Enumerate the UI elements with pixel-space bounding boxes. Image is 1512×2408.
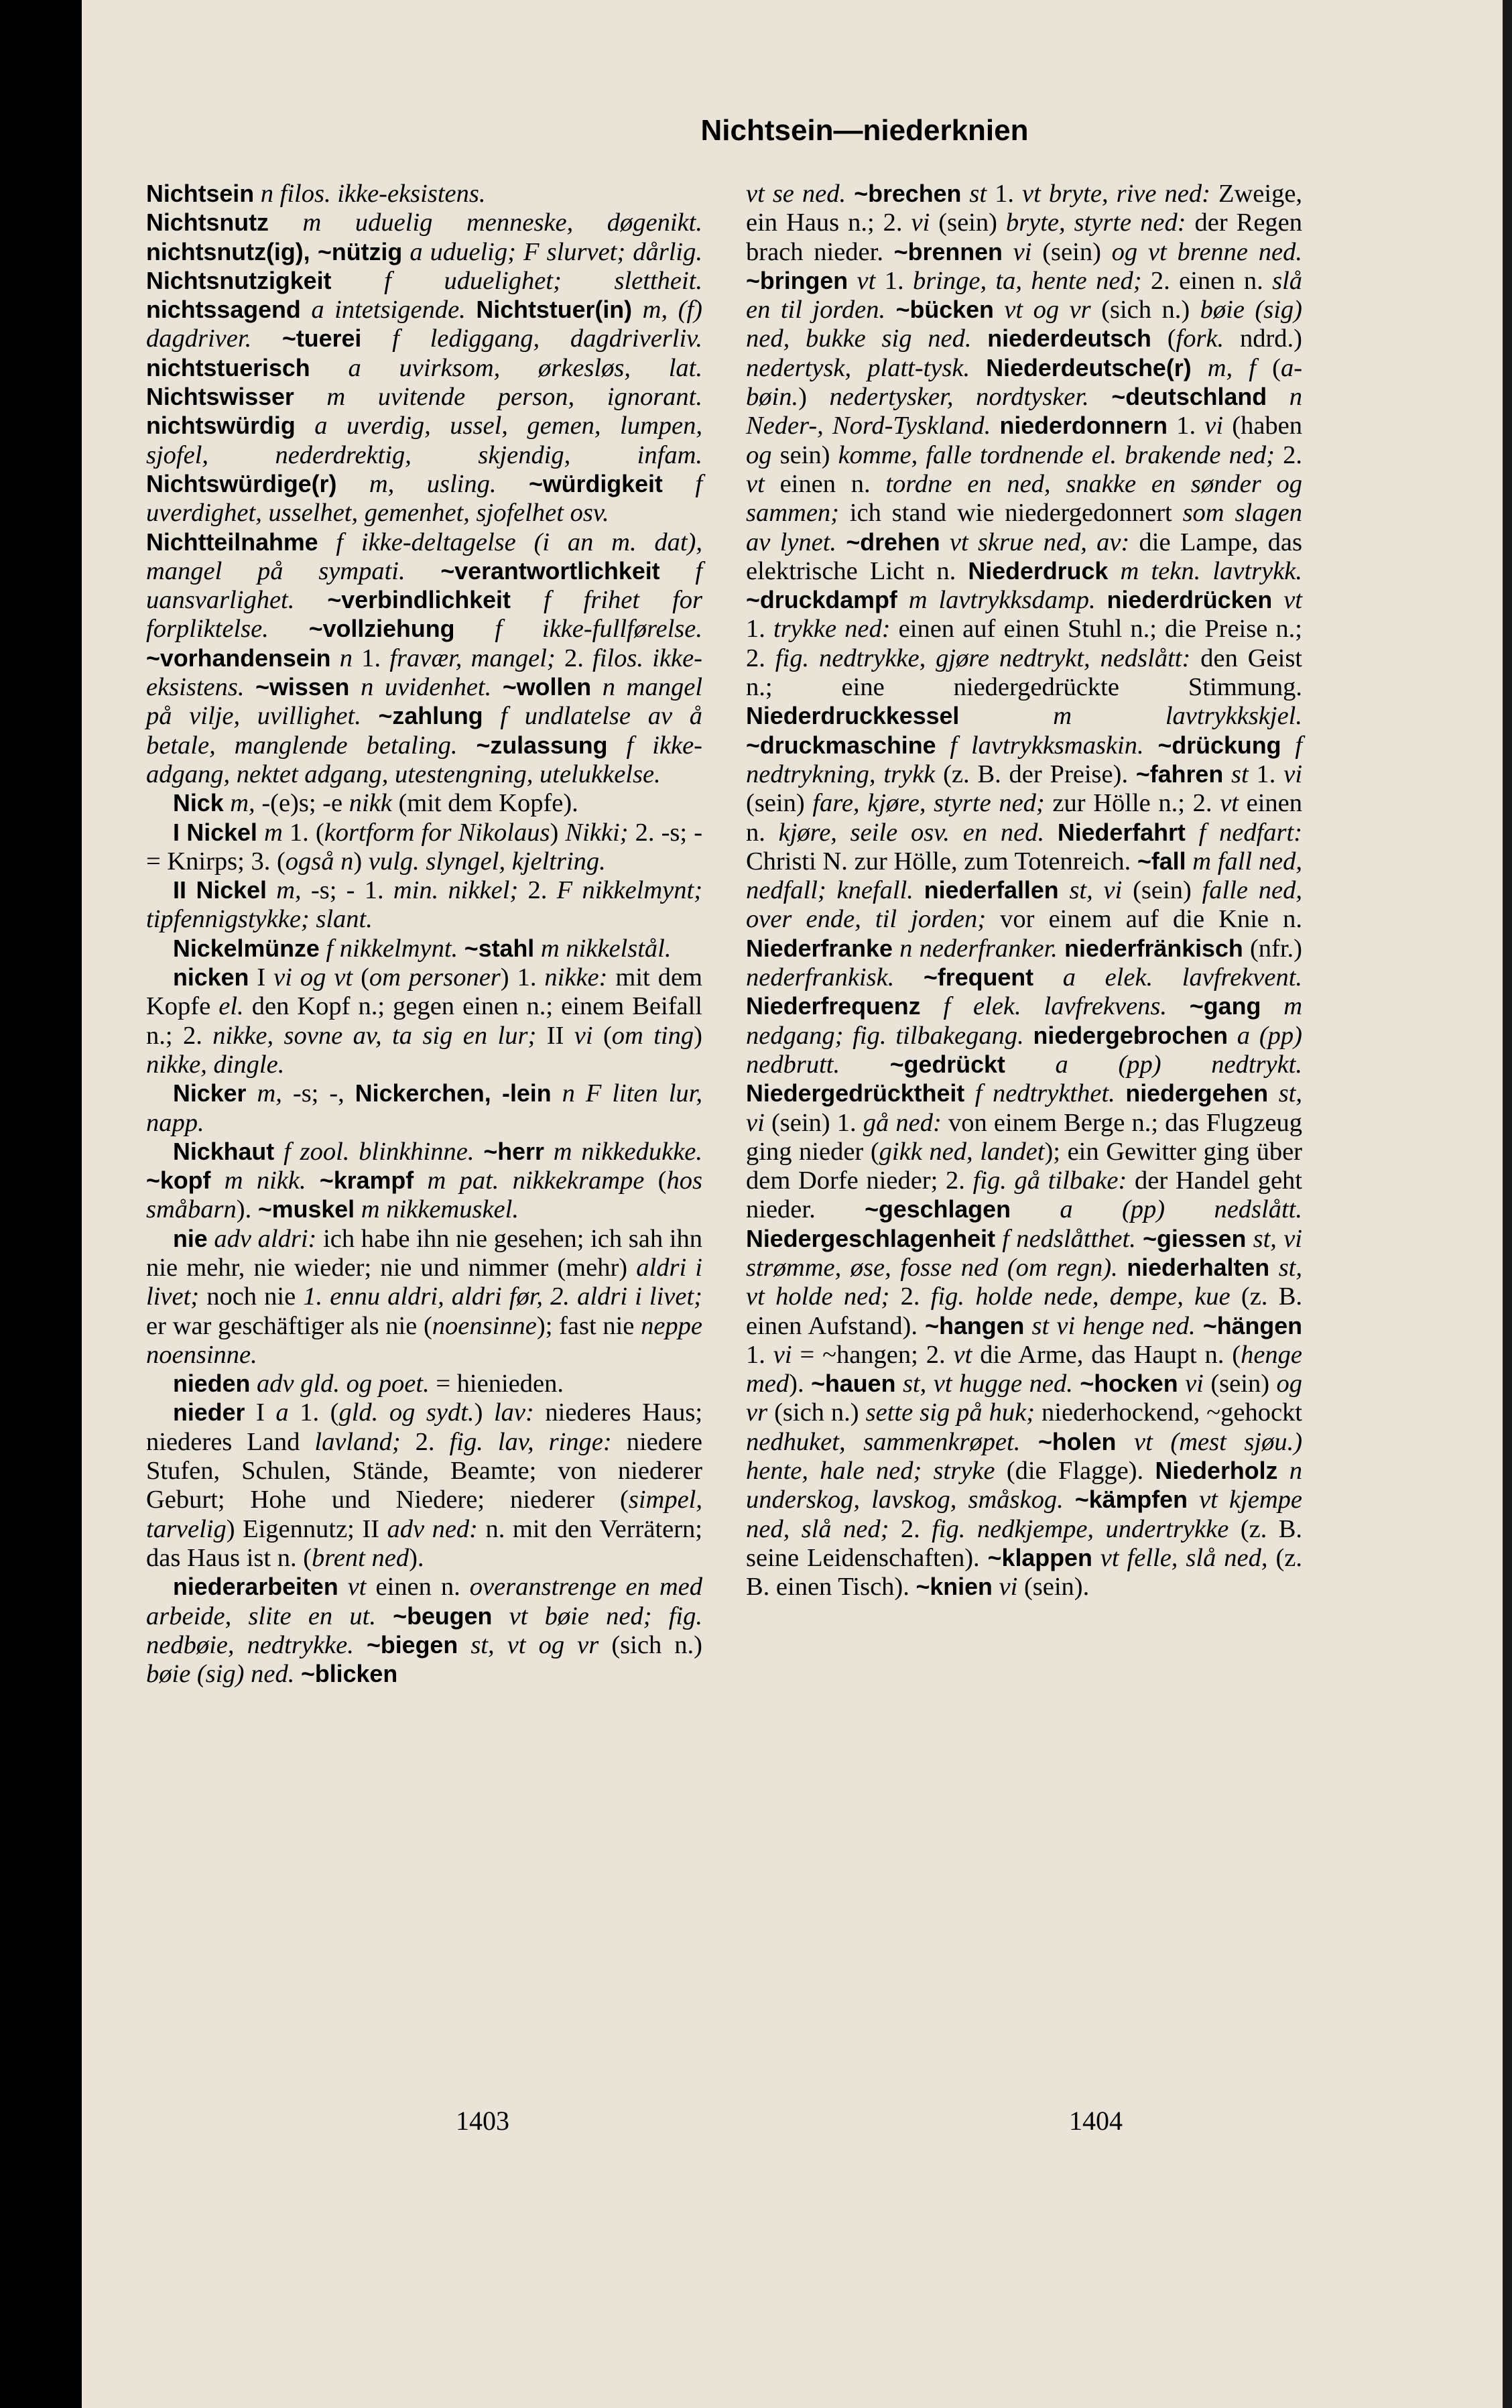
dictionary-entry: Nickhaut f zool. blinkhinne. ~herr m nikkedukke. ~kopf m nikk. ~krampf m pat. nikkekrampe (hos småbarn). ~muskel m nikkemuskel. (146, 1137, 703, 1224)
dictionary-entry: II Nickel m, -s; - 1. min. nikkel; 2. F nikkelmynt; tipfennigstykke; slant. (146, 876, 703, 934)
dictionary-entry: I Nickel m 1. (kortform for Nikolaus) Nikki; 2. -s; - = Knirps; 3. (også n) vulg. slyngel, kjeltring. (146, 818, 703, 876)
right-column (746, 180, 1302, 1602)
dictionary-entry: nieder I a 1. (gld. og sydt.) lav: niederes Haus; niederes Land lavland; 2. fig. lav, ringe: niedere Stufen, Schulen, Stände, Beamte; von niederer Geburt; Hohe und Niedere; niederer (simpel, tarvelig) Eigennutz; II adv ned: n. mit den Verrätern; das Haus ist n. (brent ned). (146, 1398, 703, 1572)
dictionary-entry: Nichtsein n filos. ikke-eksistens. (146, 180, 486, 208)
dictionary-entry: Nichtteilnahme f ikke-deltagelse (i an m. dat), mangel på sympati. ~verantwortlichkeit f uansvarlighet. ~verbindlichkeit f frihet for forpliktelse. ~vollziehung f ikke-fullførelse. ~vorhandensein n 1. fravær, mangel; 2. filos. ikke-eksistens. ~wissen n uvidenhet. ~wollen n mangel på vilje, uvillighet. ~zahlung f undlatelse av å betale, manglende betaling. ~zulassung f ikke-adgang, nektet adgang, utestengning, utelukkelse. (146, 528, 703, 788)
left-column (146, 180, 702, 1689)
scan-border-left (0, 0, 82, 2408)
dictionary-entry: Nickelmünze f nikkelmynt. ~stahl m nikkelstål. (173, 934, 672, 963)
dictionary-entry: Nick m, -(e)s; -e nikk (mit dem Kopfe). (173, 789, 578, 818)
dictionary-entry: Nichtsnutz m uduelig menneske, døgenikt. nichtsnutz(ig), ~nützig a uduelig; F slurvet; dårlig. Nichtsnutzigkeit f uduelighet; slettheit. nichtssagend a intetsigende. Nichtstuer(in) m, (f) dagdriver. ~tuerei f lediggang, dagdriverliv. nichtstuerisch a uvirksom, ørkesløs, lat. Nichtswisser m uvitende person, ignorant. nichtswürdig a uverdig, ussel, gemen, lumpen, sjofel, nederdrektig, skjendig, infam. Nichtswürdige(r) m, usling. ~würdigkeit f uverdighet, usselhet, gemenhet, sjofelhet osv. (146, 208, 703, 528)
dictionary-entry: niederarbeiten vt einen n. overanstrenge en med arbeide, slite en ut. ~beugen vt bøie ned; fig. nedbøie, nedtrykke. ~biegen st, vt og vr (sich n.) bøie (sig) ned. ~blicken (146, 1573, 703, 1689)
page-number-left: 1403 (456, 2106, 509, 2136)
dictionary-entry: nicken I vi og vt (om personer) 1. nikke: mit dem Kopfe el. den Kopf n.; gegen einen n.; einem Beifall n.; 2. nikke, sovne av, ta sig en lur; II vi (om ting) nikke, dingle. (146, 963, 702, 1079)
dictionary-entry: nie adv aldri: ich habe ihn nie gesehen; ich sah ihn nie mehr, nie wieder; nie und nimmer (mehr) aldri i livet; noch nie 1. ennu aldri, aldri før, 2. aldri i livet; er war geschäftiger als nie (noensinne); fast nie neppe noensinne. (146, 1224, 702, 1369)
page-number-right: 1404 (1069, 2106, 1123, 2136)
dictionary-entry: vt se ned. ~brechen st 1. vt bryte, rive ned: Zweige, ein Haus n.; 2. vi (sein) bryte, styrte ned: der Regen brach nieder. ~brennen vi (sein) og vt brenne ned. ~bringen vt 1. bringe, ta, hente ned; 2. einen n. slå en til jorden. ~bücken vt og vr (sich n.) bøie (sig) ned, bukke sig ned. niederdeutsch (fork. ndrd.) nedertysk, platt-tysk. Niederdeutsche(r) m, f (a-bøin.) nedertysker, nordtysker. ~deutschland n Neder-, Nord-Tyskland. niederdonnern 1. vi (haben og sein) komme, falle tordnende el. brakende ned; 2. vt einen n. tordne en ned, snakke en sønder og sammen; ich stand wie niedergedonnert som slagen av lynet. ~drehen vt skrue ned, av: die Lampe, das elektrische Licht n. Niederdruck m tekn. lavtrykk. ~druckdampf m lavtrykksdamp. niederdrücken vt 1. trykke ned: einen auf einen Stuhl n.; die Preise n.; 2. fig. nedtrykke, gjøre nedtrykt, nedslått: den Geist n.; eine niedergedrückte Stimmung. Niederdruckkessel m lavtrykkskjel. ~druckmaschine f lavtrykksmaskin. ~drückung f nedtrykning, trykk (z. B. der Preise). ~fahren st 1. vi (sein) fare, kjøre, styrte ned; zur Hölle n.; 2. vt einen n. kjøre, seile osv. en ned. Niederfahrt f nedfart: Christi N. zur Hölle, zum Totenreich. ~fall m fall ned, nedfall; knefall. niederfallen st, vi (sein) falle ned, over ende, til jorden; vor einem auf die Knie n. Niederfranke n nederfranker. niederfränkisch (nfr.) nederfrankisk. ~frequent a elek. lavfrekvent. Niederfrequenz f elek. lavfrekvens. ~gang m nedgang; fig. tilbakegang. niedergebrochen a (pp) nedbrutt. ~gedrückt a (pp) nedtrykt. Niedergedrücktheit f nedtrykthet. niedergehen st, vi (sein) 1. gå ned: von einem Berge n.; das Flugzeug ging nieder (gikk ned, landet); ein Gewitter ging über dem Dorfe nieder; 2. fig. gå tilbake: der Handel geht nieder. ~geschlagen a (pp) nedslått. Niedergeschlagenheit f nedslåtthet. ~giessen st, vi strømme, øse, fosse ned (om regn). niederhalten st, vt holde ned; 2. fig. holde nede, dempe, kue (z. B. einen Aufstand). ~hangen st vi henge ned. ~hängen 1. vi = ~hangen; 2. vt die Arme, das Haupt n. (henge med). ~hauen st, vt hugge ned. ~hocken vi (sein) og vr (sich n.) sette sig på huk; niederhockend, ~gehockt nedhuket, sammenkrøpet. ~holen vt (mest sjøu.) hente, hale ned; stryke (die Flagge). Niederholz n underskog, lavskog, småskog. ~kämpfen vt kjempe ned, slå ned; 2. fig. nedkjempe, undertrykke (z. B. seine Leidenschaften). ~klappen vt felle, slå ned, (z. B. einen Tisch). ~knien vi (sein). (746, 180, 1303, 1602)
scan-border-right (1503, 0, 1512, 2408)
dictionary-entry: nieden adv gld. og poet. = hienieden. (173, 1370, 564, 1398)
running-header: Nichtsein—niederknien (700, 114, 1029, 147)
dictionary-entry: Nicker m, -s; -, Nickerchen, -lein n F liten lur, napp. (146, 1079, 703, 1137)
